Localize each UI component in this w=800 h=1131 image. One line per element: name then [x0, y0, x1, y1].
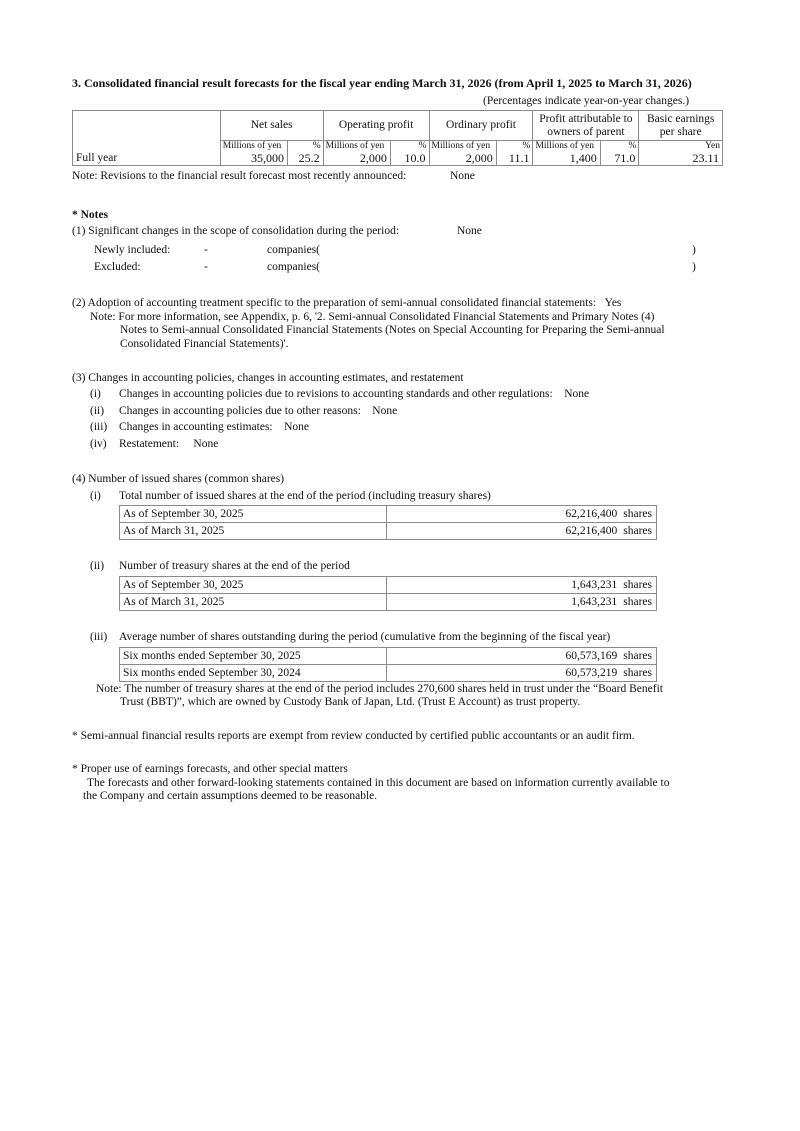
note-3-item-value: None: [193, 438, 219, 450]
row-label: As of September 30, 2025: [120, 577, 387, 594]
note-3-label: (3) Changes in accounting policies, changes in accounting estimates, and restatement: [72, 372, 464, 384]
unit-pct: %: [496, 141, 533, 153]
operating-profit-pct: 10.0: [390, 152, 429, 166]
revision-note: [72, 169, 475, 183]
unit-pct: %: [390, 141, 429, 153]
proper-use-line2: the Company and certain assumptions deemed to be reasonable.: [83, 790, 378, 802]
newly-included-value: -: [204, 244, 208, 256]
treasury-note-line1: Note: The number of treasury shares at the end of the period includes 270,600 shares held in trust under the “Board Benefit: [96, 683, 663, 695]
note-3-item-num: (i): [90, 388, 101, 400]
treasury-note-line2: Trust (BBT)”, which are owned by Custody Bank of Japan, Ltd. (Trust E Account) as trust property.: [120, 696, 581, 708]
note-3-item-num: (ii): [90, 405, 105, 417]
unit: shares: [623, 524, 652, 537]
excluded-close: ): [692, 261, 696, 273]
header-ordinary-profit: Ordinary profit: [429, 111, 533, 141]
note-3-item-num: (iv): [90, 438, 107, 450]
unit-millions: Millions of yen: [429, 141, 496, 153]
table-row: [120, 594, 657, 611]
note-3-item: [119, 420, 309, 434]
unit: shares: [623, 578, 652, 591]
note-3-item-value: None: [564, 388, 590, 400]
note-4-ii-title: Number of treasury shares at the end of the period: [119, 560, 350, 572]
unit: shares: [623, 666, 652, 679]
section-title: 3. Consolidated financial result forecasts for the fiscal year ending March 31, 2026 (from April 1, 2025 to March 31, 2026): [72, 76, 692, 90]
profit-owners-pct: 71.0: [600, 152, 639, 166]
excluded-label: Excluded:: [94, 261, 141, 273]
row-value: [387, 665, 657, 682]
issued-shares-table: [119, 505, 657, 540]
note-3-item: [119, 387, 589, 401]
table-row: [120, 506, 657, 523]
ordinary-profit-value: 2,000: [429, 152, 496, 166]
row-label: As of September 30, 2025: [120, 506, 387, 523]
newly-included-companies: companies(: [267, 244, 321, 256]
note-3-item: [119, 404, 397, 418]
proper-use-line1: The forecasts and other forward-looking statements contained in this document are based on information currently available to: [87, 777, 670, 789]
header-blank: [73, 111, 221, 141]
newly-included-label: Newly included:: [94, 244, 171, 256]
unit: shares: [623, 649, 652, 662]
notes-title: * Notes: [72, 209, 109, 221]
percentage-note: (Percentages indicate year-on-year changes.): [483, 95, 690, 107]
unit-yen: Yen: [639, 141, 723, 153]
shares-count: 62,216,400: [565, 507, 618, 520]
treasury-shares-table: [119, 576, 657, 611]
table-row: [120, 665, 657, 682]
note-4-ii-num: (ii): [90, 560, 105, 572]
unit-millions: Millions of yen: [533, 141, 600, 153]
shares-count: 1,643,231: [571, 578, 618, 591]
revision-note-label: Note: Revisions to the financial result forecast most recently announced:: [72, 170, 407, 182]
forecast-table: [72, 110, 723, 166]
note-3-item-text: Changes in accounting policies due to revisions to accounting standards and other regulations:: [119, 388, 553, 400]
excluded-companies: companies(: [267, 261, 321, 273]
excluded-value: -: [204, 261, 208, 273]
note-1-value: None: [457, 225, 482, 237]
note-3-item-text: Restatement:: [119, 438, 180, 450]
note-3-item: [119, 437, 218, 451]
profit-owners-value: 1,400: [533, 152, 600, 166]
newly-included-close: ): [692, 244, 696, 256]
unit: shares: [623, 507, 652, 520]
row-value: [387, 594, 657, 611]
note-3-item-text: Changes in accounting estimates:: [119, 421, 273, 433]
net-sales-value: 35,000: [220, 152, 287, 166]
note-2-detail-line3: Consolidated Financial Statements)'.: [120, 338, 289, 350]
note-2-label: [72, 296, 621, 310]
review-exemption-note: * Semi-annual financial results reports are exempt from review conducted by certified public accountants or an audit firm.: [72, 730, 635, 742]
header-eps: Basic earnings per share: [639, 111, 723, 141]
note-2-text: (2) Adoption of accounting treatment specific to the preparation of semi-annual consolidated financial statements:: [72, 297, 597, 309]
shares-count: 60,573,219: [565, 666, 618, 679]
note-4-i-title: Total number of issued shares at the end of the period (including treasury shares): [119, 490, 491, 502]
shares-count: 62,216,400: [565, 524, 618, 537]
unit-millions: Millions of yen: [220, 141, 287, 153]
note-2-detail-line2: Notes to Semi-annual Consolidated Financial Statements (Notes on Special Accounting for Preparing the Semi-annual: [120, 324, 665, 336]
note-3-item-value: None: [372, 405, 398, 417]
note-4-i-num: (i): [90, 490, 101, 502]
shares-count: 1,643,231: [571, 595, 618, 608]
row-label: As of March 31, 2025: [120, 594, 387, 611]
header-operating-profit: Operating profit: [323, 111, 429, 141]
net-sales-pct: 25.2: [287, 152, 323, 166]
note-4-iii-title: Average number of shares outstanding during the period (cumulative from the beginning of the fiscal year): [119, 631, 611, 643]
header-net-sales: Net sales: [220, 111, 323, 141]
note-2-detail-line1: Note: For more information, see Appendix, p. 6, '2. Semi-annual Consolidated Financial Statements and Primary Notes (4): [90, 311, 655, 323]
operating-profit-value: 2,000: [323, 152, 390, 166]
row-label-full-year: Full year: [73, 152, 221, 166]
row-value: [387, 506, 657, 523]
row-label: Six months ended September 30, 2024: [120, 665, 387, 682]
table-row: [120, 577, 657, 594]
note-4-label: (4) Number of issued shares (common shares): [72, 473, 285, 485]
proper-use-title: * Proper use of earnings forecasts, and other special matters: [72, 763, 348, 775]
note-4-iii-num: (iii): [90, 631, 108, 643]
row-value: [387, 577, 657, 594]
unit-blank: [73, 141, 221, 153]
row-value: [387, 648, 657, 665]
header-profit-owners: Profit attributable to owners of parent: [533, 111, 639, 141]
unit: shares: [623, 595, 652, 608]
note-2-value: Yes: [604, 297, 622, 309]
note-3-item-text: Changes in accounting policies due to other reasons:: [119, 405, 361, 417]
table-row: [120, 648, 657, 665]
row-value: [387, 523, 657, 540]
row-label: As of March 31, 2025: [120, 523, 387, 540]
shares-count: 60,573,169: [565, 649, 618, 662]
eps-value: 23.11: [639, 152, 723, 166]
table-row: [120, 523, 657, 540]
note-3-item-value: None: [284, 421, 310, 433]
row-label: Six months ended September 30, 2025: [120, 648, 387, 665]
average-shares-table: [119, 647, 657, 682]
note-1-label: (1) Significant changes in the scope of consolidation during the period:: [72, 225, 400, 237]
note-3-item-num: (iii): [90, 421, 108, 433]
unit-pct: %: [600, 141, 639, 153]
ordinary-profit-pct: 11.1: [496, 152, 533, 166]
revision-note-value: None: [450, 170, 475, 182]
unit-pct: %: [287, 141, 323, 153]
unit-millions: Millions of yen: [323, 141, 390, 153]
